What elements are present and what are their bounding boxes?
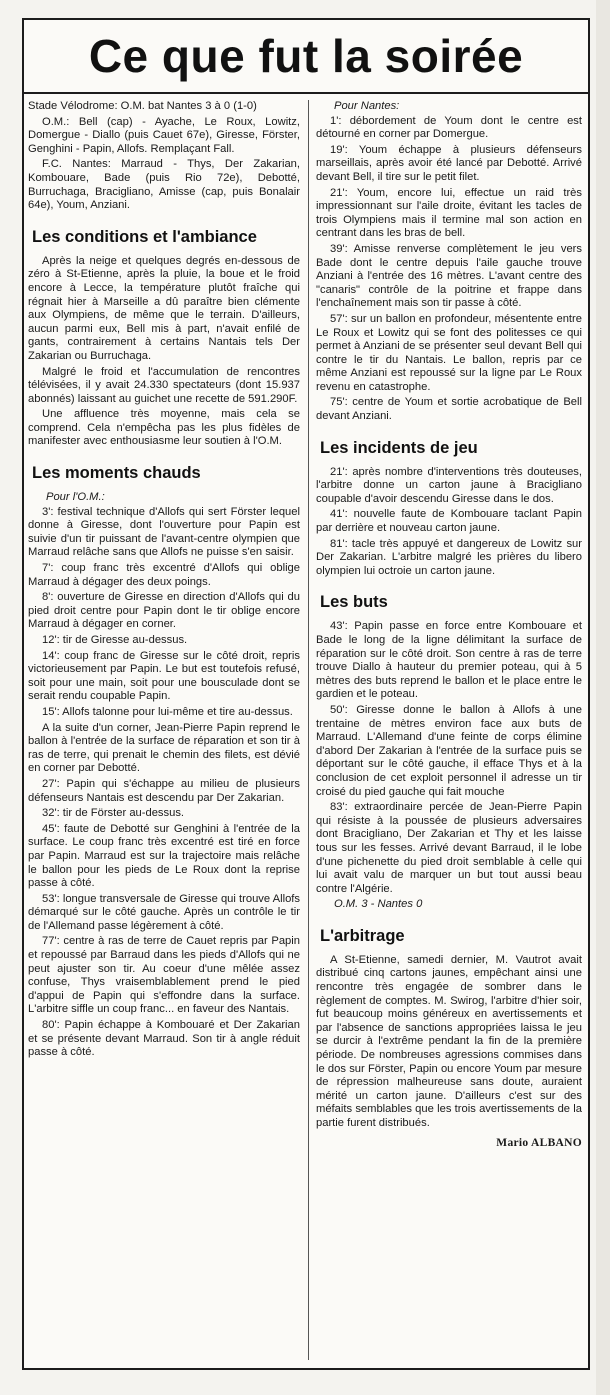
moment-om: 27': Papin qui s'échappe au milieu de plusieurs défenseurs Nantais est descendu par Der Zakarian. bbox=[28, 777, 300, 804]
title-rule bbox=[24, 92, 588, 94]
final-score: O.M. 3 - Nantes 0 bbox=[334, 898, 423, 911]
moment-om: 77': centre à ras de terre de Cauet repris par Papin et repoussé par Barraud dans les pieds d'Allofs qui ne peut ajuster son tir. Au coeur d'une mêlée assez confuse, Thys vraisemblablement prend le pied d'appui de Papin qui s'effondre dans la surface. L'arbitre siffle un coup franc... en faveur des Nantais. bbox=[28, 935, 300, 1016]
incident-paragraph: 81': tacle très appuyé et dangereux de Lowitz sur Der Zakarian. L'arbitre malgré les prières du libero olympien lui octroie un carton jaune. bbox=[316, 537, 582, 577]
section-heading-moments: Les moments chauds bbox=[32, 464, 201, 483]
author-byline: Mario ALBANO bbox=[496, 1136, 582, 1149]
arbitrage-paragraph: A St-Etienne, samedi dernier, M. Vautrot avait distribué cinq cartons jaunes, empêchant ainsi une rencontre très engagée de sombrer dans le règlement de comptes. M. Swirog, l'arbitre d'hier soir, fut beaucoup moins généreux en avertissements et par l'absence de sanctions appropriées laissa le jeu se durcir à l'extrême pendant la fin de la première période. De nombreuses agressions commises dans le dos sur Förster, Papin ou encore Youm par mesure de répression malheureuse sans doute, auraient mérité un carton jaune. D'ailleurs c'est sur des méfaits semblables que les trois avertissements de la partie furent distribués. bbox=[316, 953, 582, 1129]
moment-nantes: 1': débordement de Youm dont le centre est détourné en corner par Domergue. bbox=[316, 114, 582, 141]
match-result: Stade Vélodrome: O.M. bat Nantes 3 à 0 (1-0) bbox=[28, 100, 257, 112]
moment-nantes: 39': Amisse renverse complètement le jeu vers Bade dont le centre depuis l'aile gauche trouve Anziani à l'entrée des 16 mètres. L'avant centre des "canaris" contrôle de la poitrine et frappe dans l'enchaînement mais son tir passe à côté. bbox=[316, 242, 582, 310]
conditions-paragraph: Malgré le froid et l'accumulation de rencontres télévisées, il y avait 24.330 spectateurs (dont 15.937 abonnés) laissant au guichet une recette de 591.290F. bbox=[28, 365, 300, 405]
section-heading-arbitrage: L'arbitrage bbox=[320, 926, 405, 945]
moment-om: 7': coup franc très excentré d'Allofs qui oblige Marraud à dégager des deux poings. bbox=[28, 562, 300, 588]
moment-nantes: 21': Youm, encore lui, effectue un raid très impressionnant sur l'aile droite, évitant les tacles de trois Olympiens mais il termine mal son action en centrant dans les bras de bell. bbox=[316, 186, 582, 240]
moment-om: 8': ouverture de Giresse en direction d'Allofs qui du pied droit centre pour Papin dont le tir oblige encore Marraud à dégager en corner. bbox=[28, 591, 300, 631]
moment-om: 12': tir de Giresse au-dessus. bbox=[42, 634, 188, 646]
label-pour-om: Pour l'O.M.: bbox=[46, 491, 105, 504]
goal-paragraph: 83': extraordinaire percée de Jean-Pierre Papin qui résiste à la poussée de plusieurs adversaires dont Bracigliano, Der Zakarian et Thy et les laisse tous sur les fesses. Arrivé devant Barraud, il le lobe d'une pichenette du pied droit semblable à celle qui lui avait valu de marquer un but tout aussi beau contre l'Algérie. bbox=[316, 801, 582, 895]
right-column bbox=[316, 100, 582, 1150]
moment-om: 3': festival technique d'Allofs qui sert Förster lequel donne à Giresse, dont l'ouverture pour Papin est suivie d'un tir puissant de l'avant-centre olympien que Marraud relâche sans que Allofs ne puisse s'en saisir. bbox=[28, 505, 300, 559]
incident-paragraph: 41': nouvelle faute de Kombouare taclant Papin par derrière et nouveau carton jaune. bbox=[316, 508, 582, 535]
left-column bbox=[28, 100, 300, 1062]
moment-om: 53': longue transversale de Giresse qui trouve Allofs démarqué sur le côté gauche. Après un contrôle le tir de l'Allemand passe légèrement à côté. bbox=[28, 892, 300, 932]
moment-nantes: 19': Youm échappe à plusieurs défenseurs marseillais, après avoir été lancé par Debotté. Arrivé devant Bell, il tire sur le petit filet. bbox=[316, 143, 582, 183]
moment-nantes: 57': sur un ballon en profondeur, mésentente entre Le Roux et Lowitz qui se font des politesses ce qui permet à Anziani de se présenter seul devant Bell qui contre le tir du Nantais. Le ballon, repris par ce même Anziani est repoussé sur la ligne par Le Roux revenu en catastrophe. bbox=[316, 312, 582, 393]
moment-om: 45': faute de Debotté sur Genghini à l'entrée de la surface. Le coup franc très excentré est tiré en force par Papin. Marraud est sur la trajectoire mais relâche le ballon pour les pieds de Le Roux dont la reprise passe à côté. bbox=[28, 822, 300, 890]
incident-paragraph: 21': après nombre d'interventions très douteuses, l'arbitre donne un carton jaune à Bracigliano coupable d'avoir descendu Giresse dans le dos. bbox=[316, 465, 582, 505]
section-heading-conditions: Les conditions et l'ambiance bbox=[32, 227, 257, 246]
moment-om: A la suite d'un corner, Jean-Pierre Papin reprend le ballon à l'entrée de la surface de réparation et son tir à ras de terre, qui prenait le chemin des filets, est dévié en corner par Debotté. bbox=[28, 721, 300, 775]
goal-paragraph: 43': Papin passe en force entre Kombouare et Bade le long de la ligne délimitant la surface de réparation sur le côté droit. Son centre à ras de terre trouve Diallo à hauteur du premier poteau, qui à 5 mètres des buts reprend le ballon et le place entre le gardien et le poteau. bbox=[316, 620, 582, 701]
moment-om: 14': coup franc de Giresse sur le côté droit, repris victorieusement par Papin. Le but est toutefois refusé, soit pour une main, soit pour une bousculade dont se serait rendu coupable Papin. bbox=[28, 649, 300, 703]
moment-om: 80': Papin échappe à Kombouaré et Der Zakarian et se présente devant Marraud. Son tir à angle réduit passe à côté. bbox=[28, 1019, 300, 1059]
moment-om: 32': tir de Förster au-dessus. bbox=[42, 807, 185, 820]
nantes-lineup: F.C. Nantes: Marraud - Thys, Der Zakarian, Kombouare, Bade (puis Rio 72e), Debotté, Burruchaga, Bracigliano, Amisse (cap, puis Bonalair 64e), Youm, Anziani. bbox=[28, 158, 300, 212]
article-title: Ce que fut la soirée bbox=[88, 30, 524, 82]
om-lineup: O.M.: Bell (cap) - Ayache, Le Roux, Lowitz, Domergue - Diallo (puis Cauet 67e), Giresse, Förster, Genghini - Papin, Allofs. Remplaçant Fall. bbox=[28, 115, 300, 155]
goal-paragraph: 50': Giresse donne le ballon à Allofs à une trentaine de mètres environ face aux buts de Marraud. L'Allemand d'une feinte de corps élimine d'abord Der Zakarian à l'entrée de la surface puis se déportant sur le côté gauche, il efface Thys et à la conclusion de cet exploit personnel il adresse un tir croisé du pied gauche qui fait mouche bbox=[316, 703, 582, 798]
moment-nantes: 75': centre de Youm et sortie acrobatique de Bell devant Anziani. bbox=[316, 396, 582, 423]
scan-edge bbox=[596, 0, 610, 1395]
moment-om: 15': Allofs talonne pour lui-même et tire au-dessus. bbox=[42, 705, 293, 718]
label-pour-nantes: Pour Nantes: bbox=[334, 100, 400, 112]
section-heading-buts: Les buts bbox=[320, 593, 388, 612]
conditions-paragraph: Une affluence très moyenne, mais cela se comprend. Cela n'empêcha pas les plus fidèles de manifester avec enthousiasme leur soutien à l'O.M. bbox=[28, 408, 300, 448]
column-divider bbox=[308, 100, 309, 1360]
conditions-paragraph: Après la neige et quelques degrés en-dessous de zéro à St-Etienne, après la pluie, la boue et le froid encore à Lecce, la température plutôt fraîche qui régnait hier à Marseille a dû paraître bien clémente aux Olympiens, de même que le terrain. D'ailleurs, aucun parmi eux, Bell mis à part, n'avait enfilé de gants, contrairement à certains Nantais tels Der Zakarian ou Burruchaga. bbox=[28, 254, 300, 362]
section-heading-incidents: Les incidents de jeu bbox=[320, 438, 478, 457]
